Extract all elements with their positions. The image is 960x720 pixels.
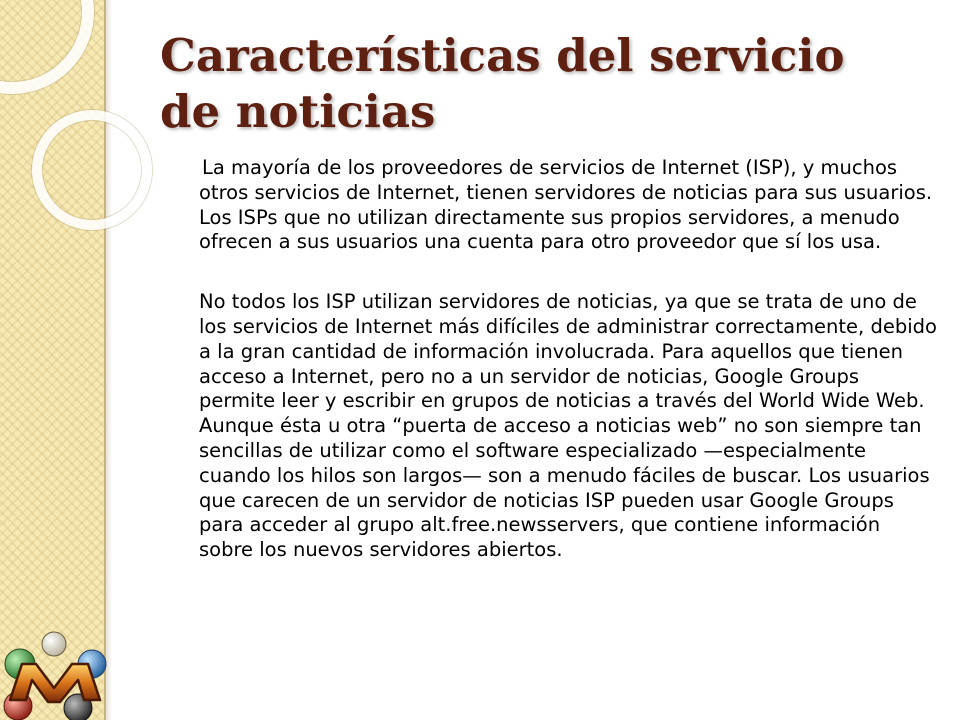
paragraph-1: La mayoría de los proveedores de servicios de Internet (ISP), y muchos otros servicios de Internet, tienen servidores de noticias para sus usuarios. Los ISPs que no utilizan directamente sus propios servidores, a menudo ofrecen a sus usuarios una cuenta para otro proveedor que sí los usa. xyxy=(199,156,933,254)
magic-m-logo-icon xyxy=(0,630,112,720)
decorative-stripe xyxy=(0,0,106,720)
paragraph-2: No todos los ISP utilizan servidores de noticias, ya que se trata de uno de los servicios de Internet más difíciles de administrar correctamente, debido a la gran cantidad de información involucrada. Para aquellos que tienen acceso a Internet, pero no a un servidor de noticias, Google Groups permite leer y escribir en grupos de noticias a través del World Wide Web. Aunque ésta u otra “puerta de acceso a noticias web” no son siempre tan sencillas de utilizar como el software especializado —especialmente cuando los hilos son largos— son a menudo fáciles de buscar. Los usuarios que carecen de un servidor de noticias ISP pueden usar Google Groups para acceder al grupo alt.free.newsservers, que contiene información sobre los nuevos servidores abiertos. xyxy=(199,290,937,562)
stripe-shadow xyxy=(104,0,112,720)
slide-body xyxy=(199,156,937,563)
slide-title: Características del servicio de noticias xyxy=(160,29,845,138)
decorative-ring-middle xyxy=(32,110,152,230)
